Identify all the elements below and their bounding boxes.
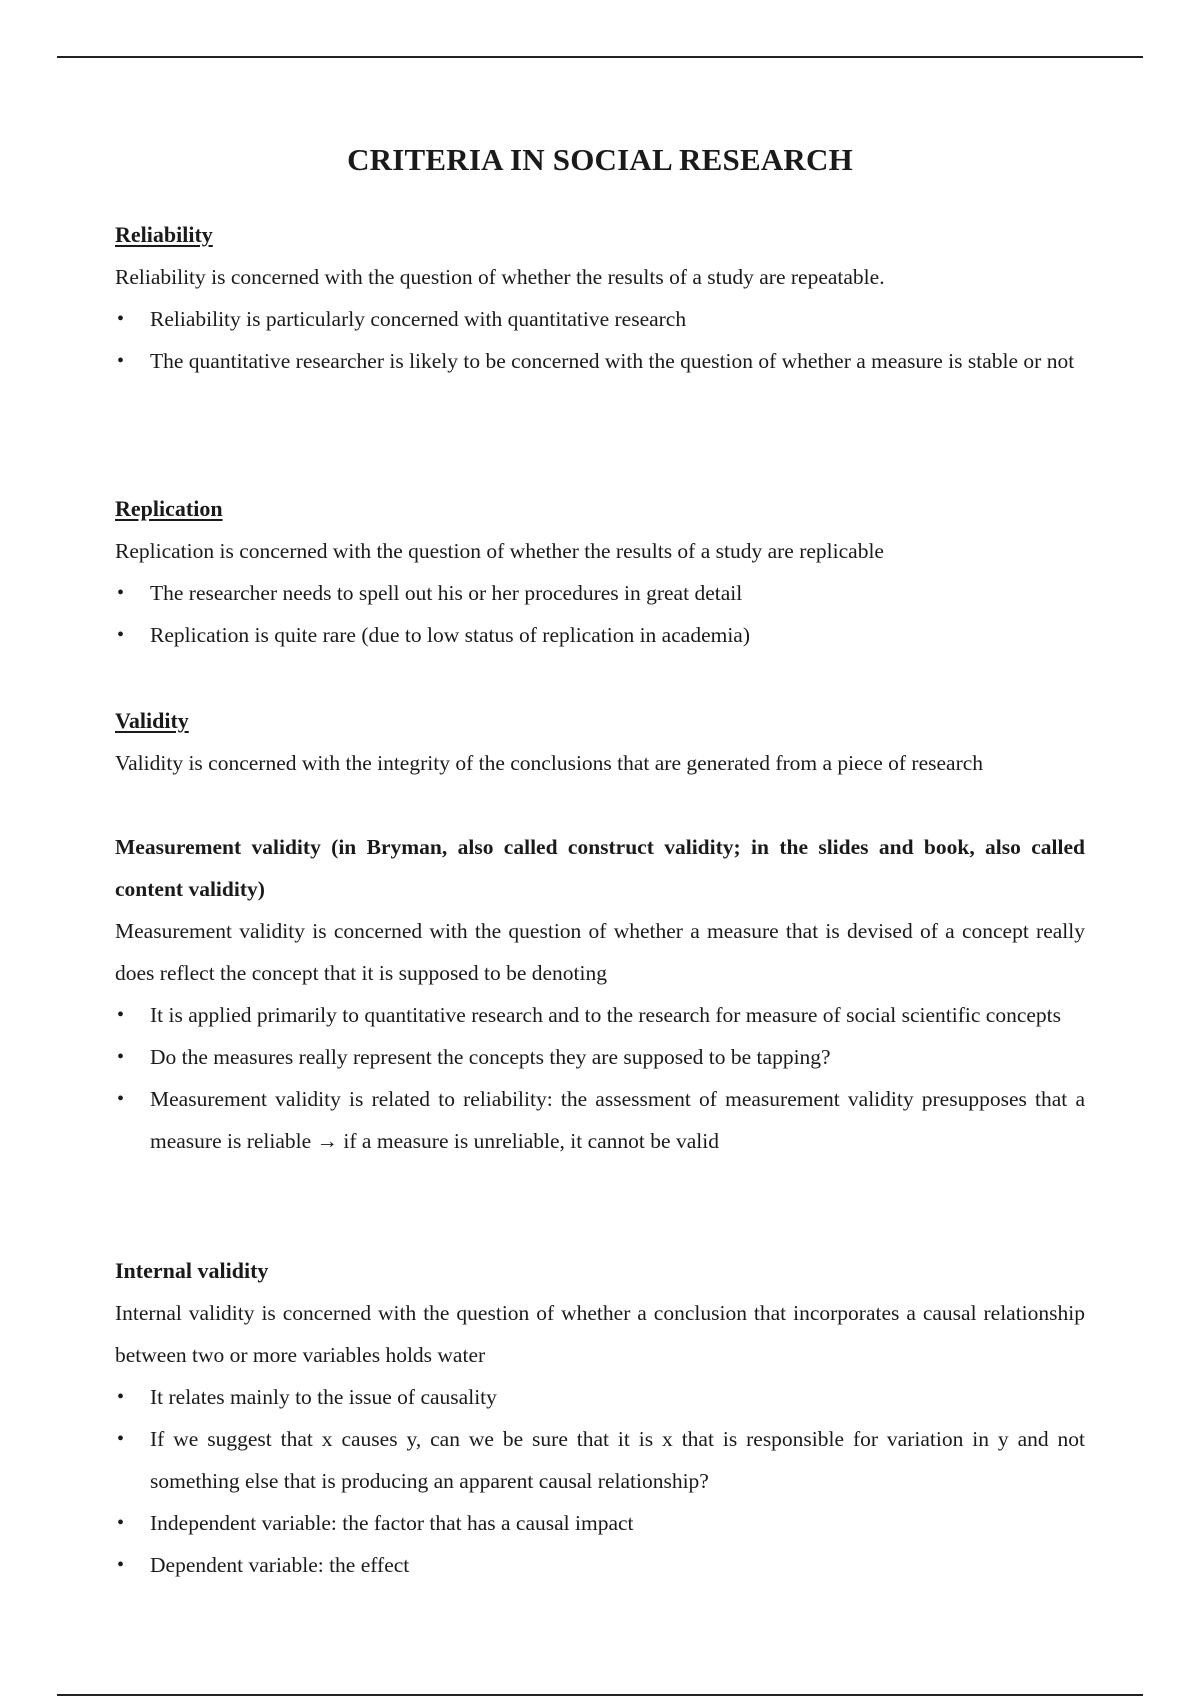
top-rule [57, 56, 1143, 58]
bullet-list [115, 298, 1085, 382]
list-item: • Do the measures really represent the concepts they are supposed to be tapping? [115, 1036, 1085, 1078]
bullet-icon: • [117, 1428, 125, 1450]
bullet-icon: • [117, 1046, 125, 1068]
list-item: • Replication is quite rare (due to low status of replication in academia) [115, 614, 1085, 656]
section-intro: Measurement validity is concerned with the question of whether a measure that is devised of a concept really does reflect the concept that it is supposed to be denoting [115, 919, 1085, 985]
list-item: • Dependent variable: the effect [115, 1544, 1085, 1586]
bullet-icon: • [117, 1554, 125, 1576]
bullet-list [115, 1376, 1085, 1586]
section-replication [115, 488, 1085, 656]
section-intro: Reliability is concerned with the question of whether the results of a study are repeatable. [115, 265, 885, 289]
section-heading: Validity [115, 708, 189, 733]
bullet-icon: • [117, 1088, 125, 1110]
list-item: • If we suggest that x causes y, can we be sure that it is x that is responsible for variation in y and not something else that is producing an apparent causal relationship? [115, 1418, 1085, 1502]
bullet-icon: • [117, 308, 125, 330]
bullet-icon: • [117, 1004, 125, 1026]
list-item: • Reliability is particularly concerned with quantitative research [115, 298, 1085, 340]
list-item: • Measurement validity is related to reliability: the assessment of measurement validity presupposes that a measure is reliable → if a measure is unreliable, it cannot be valid [115, 1078, 1085, 1162]
bullet-list [115, 572, 1085, 656]
section-intro: Internal validity is concerned with the question of whether a conclusion that incorporates a causal relationship between two or more variables holds water [115, 1301, 1085, 1367]
section-heading: Internal validity [115, 1258, 269, 1283]
list-item: • It is applied primarily to quantitative research and to the research for measure of social scientific concepts [115, 994, 1085, 1036]
list-item: • It relates mainly to the issue of causality [115, 1376, 1085, 1418]
section-reliability [115, 214, 1085, 382]
section-heading: Measurement validity (in Bryman, also called construct validity; in the slides and book, also called content validity) [115, 835, 1085, 901]
bullet-icon: • [117, 350, 125, 372]
section-measurement-validity [115, 826, 1085, 1162]
bullet-list [115, 994, 1085, 1162]
section-heading: Reliability [115, 222, 213, 247]
bullet-icon: • [117, 582, 125, 604]
section-internal-validity [115, 1250, 1085, 1586]
section-intro: Validity is concerned with the integrity of the conclusions that are generated from a piece of research [115, 751, 984, 775]
list-item: • The quantitative researcher is likely to be concerned with the question of whether a measure is stable or not [115, 340, 1085, 382]
section-heading: Replication [115, 496, 223, 521]
list-item: • Independent variable: the factor that has a causal impact [115, 1502, 1085, 1544]
section-intro: Replication is concerned with the question of whether the results of a study are replicable [115, 539, 884, 563]
section-validity [115, 700, 1085, 784]
page-title: CRITERIA IN SOCIAL RESEARCH [347, 142, 853, 177]
bullet-icon: • [117, 624, 125, 646]
bullet-icon: • [117, 1386, 125, 1408]
bottom-rule [57, 1694, 1143, 1696]
list-item: • The researcher needs to spell out his or her procedures in great detail [115, 572, 1085, 614]
bullet-icon: • [117, 1512, 125, 1534]
